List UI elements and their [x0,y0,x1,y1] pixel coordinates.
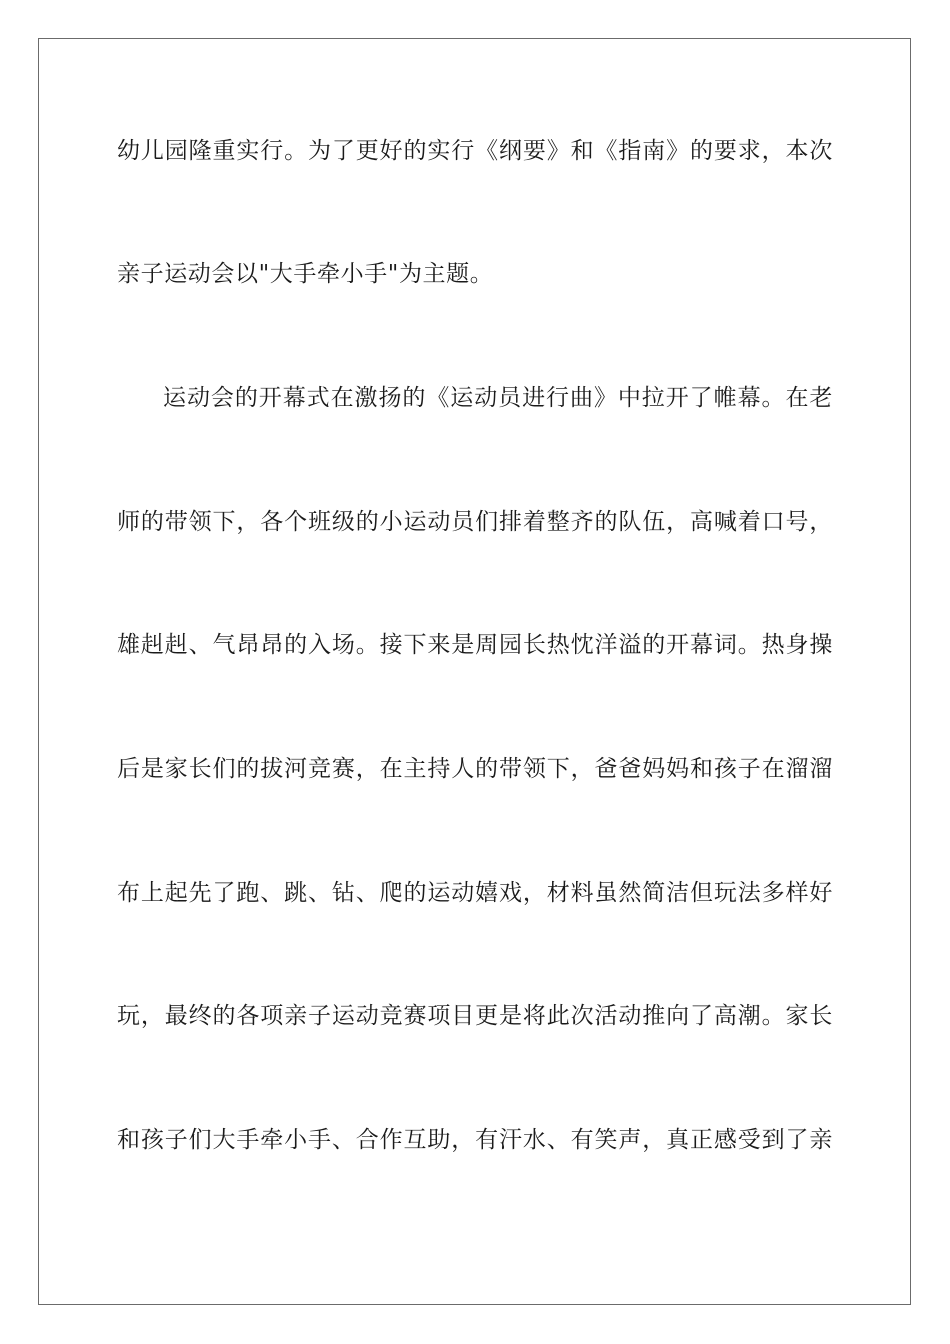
text-line: 和孩子们大手牵小手、合作互助，有汗水、有笑声，真正感受到了亲 [117,1127,833,1153]
text-line: 运动会的开幕式在激扬的《运动员进行曲》中拉开了帷幕。在老 [163,385,833,411]
text-line: 后是家长们的拔河竞赛，在主持人的带领下，爸爸妈妈和孩子在溜溜 [117,756,833,782]
text-line: 幼儿园隆重实行。为了更好的实行《纲要》和《指南》的要求，本次 [117,138,833,164]
text-line: 布上起先了跑、跳、钻、爬的运动嬉戏，材料虽然简洁但玩法多样好 [117,880,833,906]
text-line: 玩，最终的各项亲子运动竞赛项目更是将此次活动推向了高潮。家长 [117,1003,833,1029]
text-line: 师的带领下，各个班级的小运动员们排着整齐的队伍，高喊着口号， [117,509,833,535]
page-border [38,38,911,1305]
text-line: 亲子运动会以"大手牵小手"为主题。 [117,261,494,287]
text-line: 雄赳赳、气昂昂的入场。接下来是周园长热忱洋溢的开幕词。热身操 [117,632,833,658]
